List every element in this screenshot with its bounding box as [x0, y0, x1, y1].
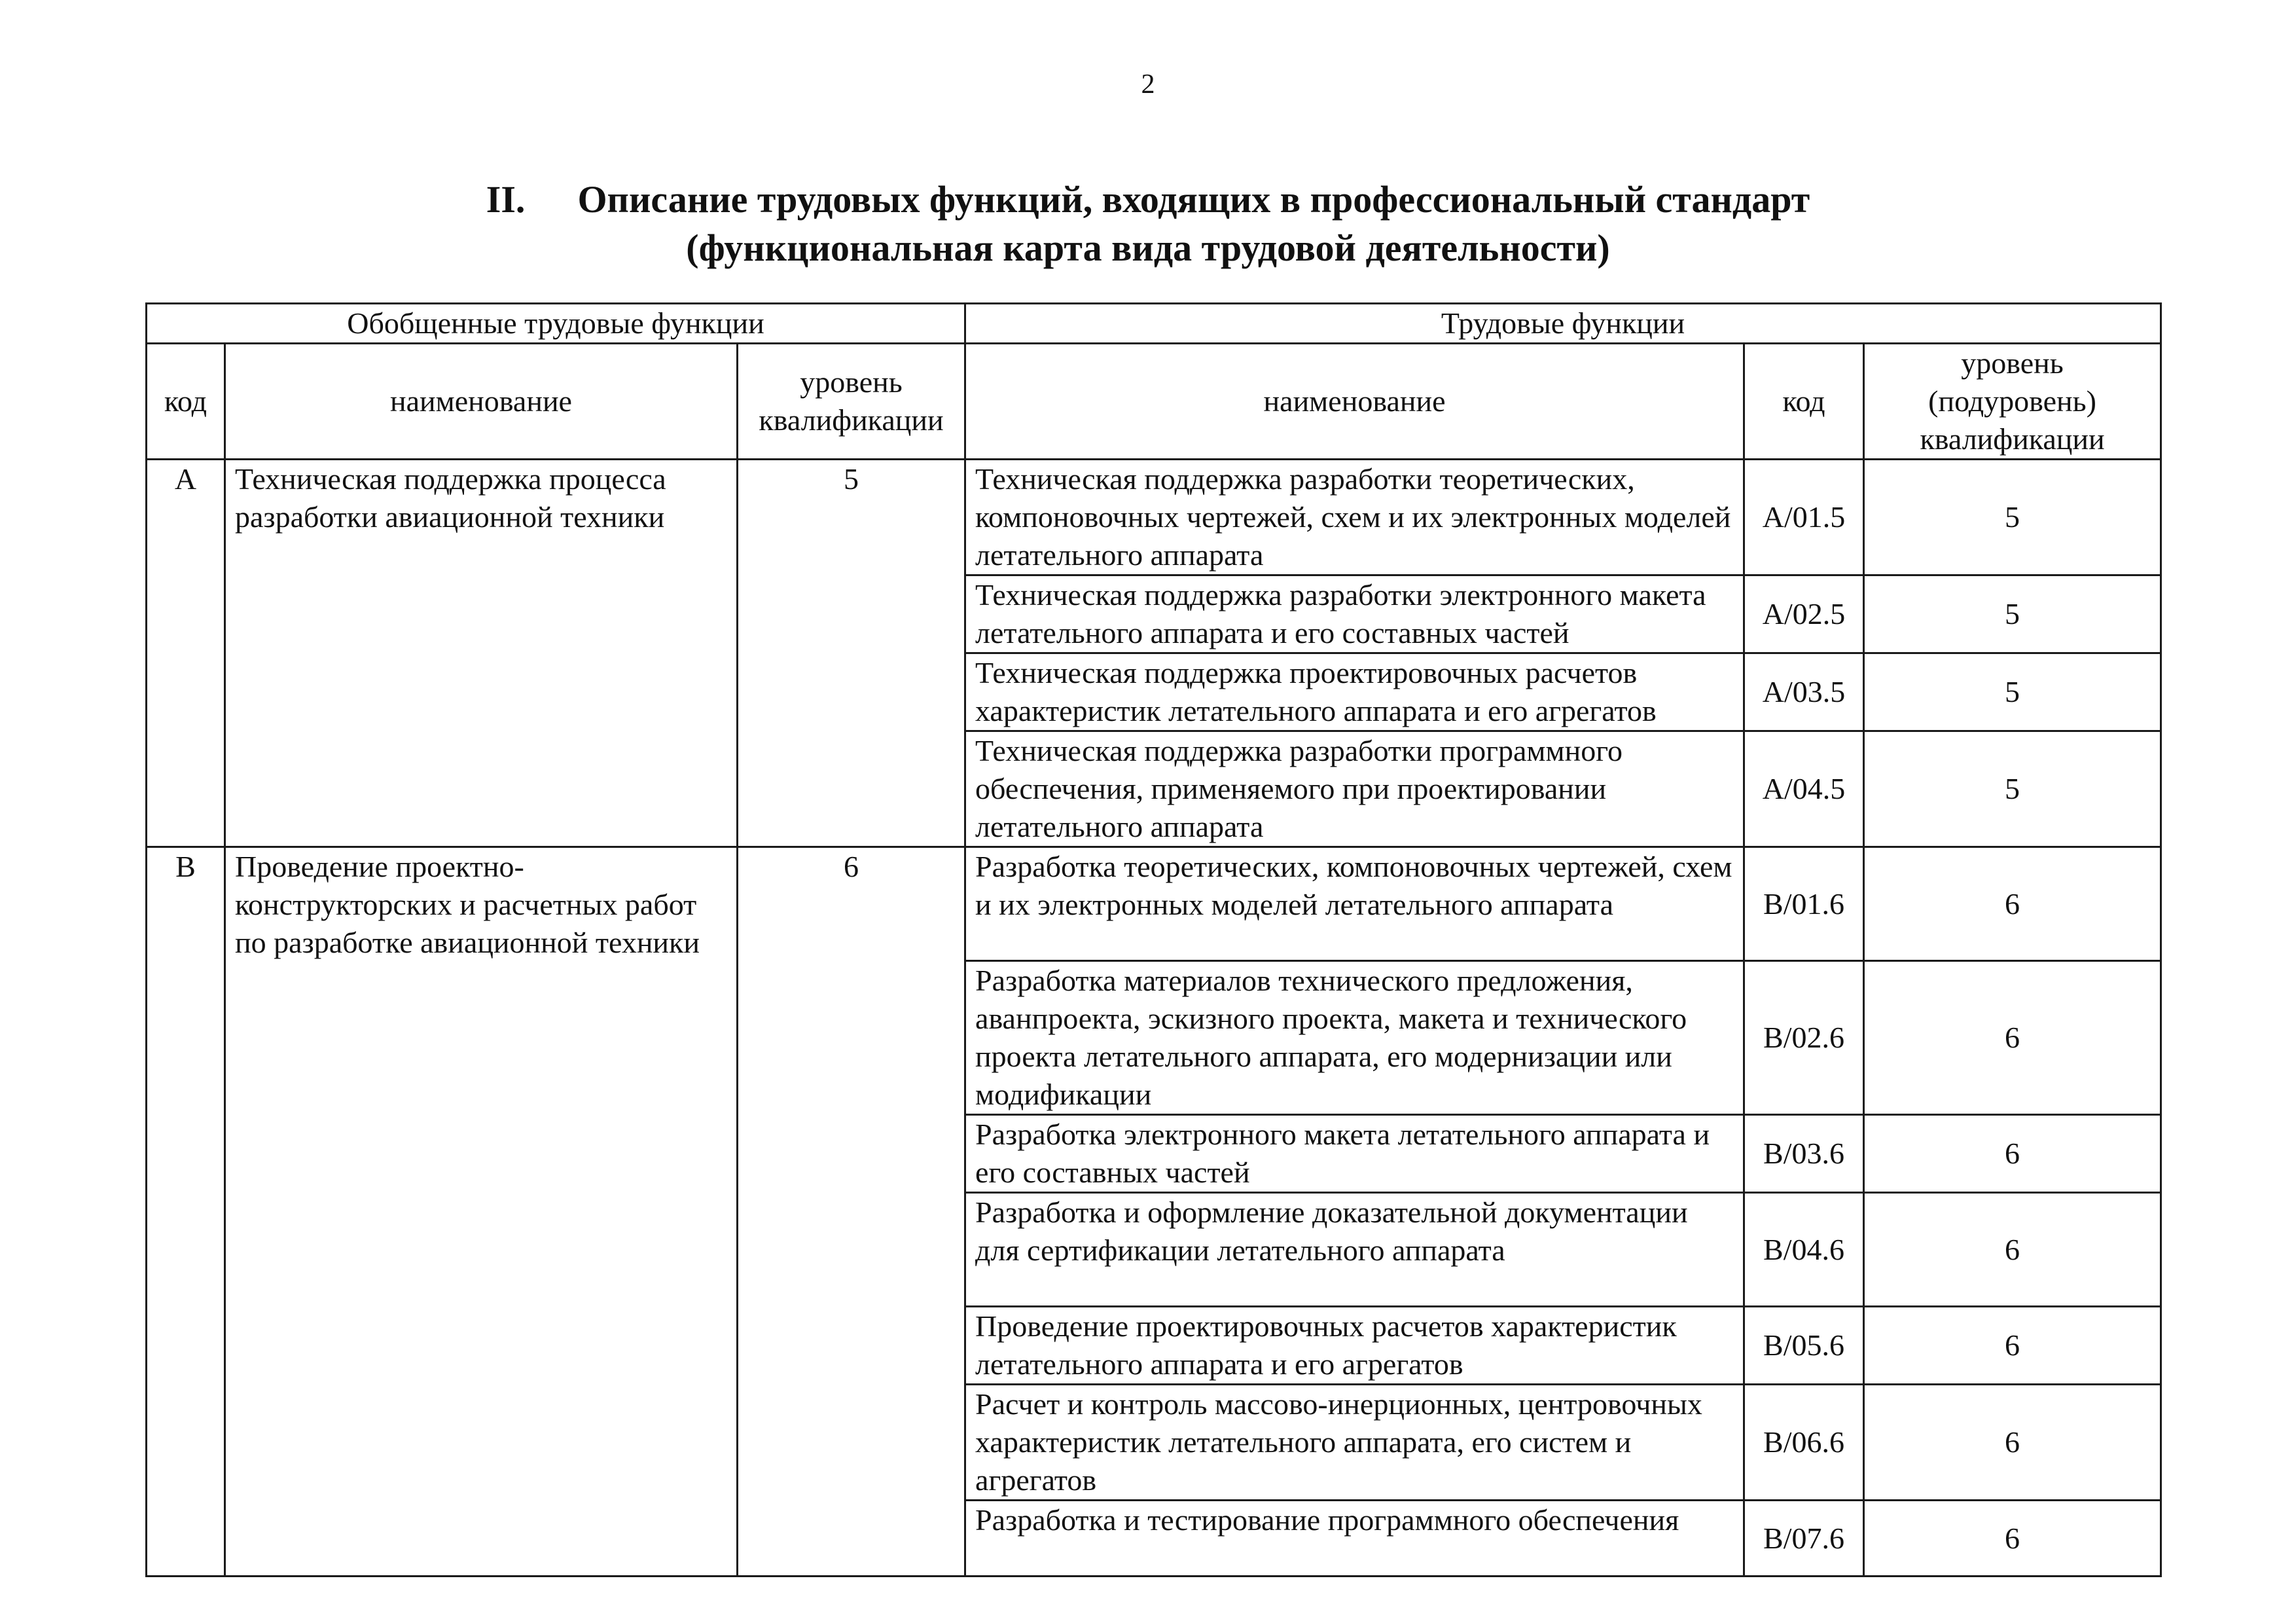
fn-code-header: код	[1744, 344, 1864, 460]
gen-name-header: наименование	[225, 344, 738, 460]
function-name-cell: Техническая поддержка разработки теоретических, компоновочных чертежей, схем и их электронных моделей летательного аппарата	[965, 460, 1744, 575]
functional-map-table	[145, 302, 2162, 1577]
function-name-cell: Разработка и оформление доказательной документации для сертификации летательного аппарата	[965, 1193, 1744, 1307]
table-row	[147, 460, 2161, 575]
fn-name-header: наименование	[965, 344, 1744, 460]
function-name-cell: Разработка электронного макета летательного аппарата и его составных частей	[965, 1115, 1744, 1193]
labor-functions-header: Трудовые функции	[965, 304, 2161, 344]
function-level-cell: 5	[1864, 653, 2161, 731]
group-level-cell: 5	[738, 460, 965, 847]
heading-line-2: (функциональная карта вида трудовой деятельности)	[686, 227, 1610, 269]
function-level-cell: 6	[1864, 1501, 2161, 1577]
function-name-cell: Расчет и контроль массово-инерционных, центровочных характеристик летательного аппарата, его систем и агрегатов	[965, 1385, 1744, 1501]
group-code-cell: B	[147, 847, 225, 1577]
heading-title: Описание трудовых функций, входящих в профессиональный стандарт	[577, 178, 1810, 221]
function-name-cell: Техническая поддержка проектировочных расчетов характеристик летательного аппарата и его агрегатов	[965, 653, 1744, 731]
group-level-cell: 6	[738, 847, 965, 1577]
function-level-cell: 6	[1864, 847, 2161, 961]
function-code-cell: A/01.5	[1744, 460, 1864, 575]
function-level-cell: 5	[1864, 575, 2161, 653]
function-level-cell: 6	[1864, 961, 2161, 1115]
page-number: 2	[1141, 69, 1155, 100]
function-level-cell: 6	[1864, 1307, 2161, 1385]
function-code-cell: B/04.6	[1744, 1193, 1864, 1307]
group-name-cell: Проведение проектно-конструкторских и расчетных работ по разработке авиационной техники	[225, 847, 738, 1577]
function-level-cell: 5	[1864, 460, 2161, 575]
column-header-row	[147, 344, 2161, 460]
function-code-cell: B/02.6	[1744, 961, 1864, 1115]
function-code-cell: B/05.6	[1744, 1307, 1864, 1385]
function-level-cell: 6	[1864, 1385, 2161, 1501]
function-name-cell: Разработка и тестирование программного обеспечения	[965, 1501, 1744, 1577]
group-name-cell: Техническая поддержка процесса разработки авиационной техники	[225, 460, 738, 847]
function-code-cell: B/01.6	[1744, 847, 1864, 961]
function-code-cell: B/07.6	[1744, 1501, 1864, 1577]
function-code-cell: B/03.6	[1744, 1115, 1864, 1193]
function-name-cell: Техническая поддержка разработки электронного макета летательного аппарата и его составных частей	[965, 575, 1744, 653]
function-code-cell: A/04.5	[1744, 731, 1864, 847]
gen-level-header: уровень квалификации	[738, 344, 965, 460]
table-row	[147, 847, 2161, 961]
group-header-row	[147, 304, 2161, 344]
function-name-cell: Разработка материалов технического предложения, аванпроекта, эскизного проекта, макета и технического проекта летательного аппарата, его модернизации или модификации	[965, 961, 1744, 1115]
function-code-cell: B/06.6	[1744, 1385, 1864, 1501]
gen-code-header: код	[147, 344, 225, 460]
function-name-cell: Разработка теоретических, компоновочных чертежей, схем и их электронных моделей летательного аппарата	[965, 847, 1744, 961]
fn-level-header: уровень (подуровень) квалификации	[1864, 344, 2161, 460]
function-code-cell: A/02.5	[1744, 575, 1864, 653]
section-heading	[0, 175, 2296, 272]
function-name-cell: Техническая поддержка разработки программного обеспечения, применяемого при проектировании летательного аппарата	[965, 731, 1744, 847]
heading-line-1	[0, 175, 2296, 224]
section-numeral: II.	[486, 178, 526, 221]
function-level-cell: 5	[1864, 731, 2161, 847]
generalized-functions-header: Обобщенные трудовые функции	[147, 304, 965, 344]
function-code-cell: A/03.5	[1744, 653, 1864, 731]
function-name-cell: Проведение проектировочных расчетов характеристик летательного аппарата и его агрегатов	[965, 1307, 1744, 1385]
function-level-cell: 6	[1864, 1193, 2161, 1307]
function-level-cell: 6	[1864, 1115, 2161, 1193]
group-code-cell: A	[147, 460, 225, 847]
